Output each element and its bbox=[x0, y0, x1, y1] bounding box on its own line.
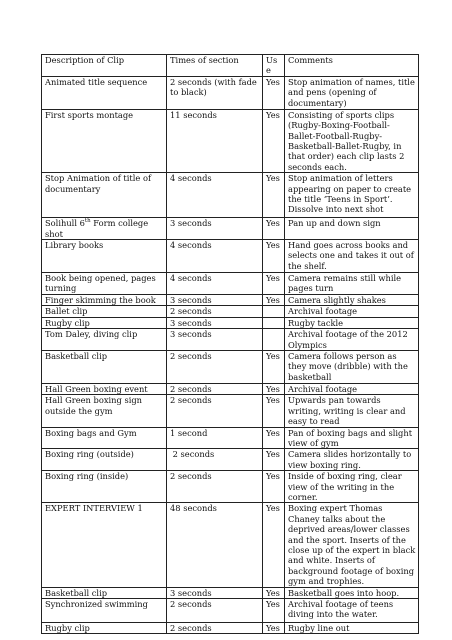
clip-use bbox=[263, 329, 285, 351]
clip-comments: Stop animation of letters appearing on paper to create the title ‘Teens in Sport’. Dissolve into next shot bbox=[285, 173, 419, 218]
clip-comments: Camera slides horizontally to view boxing ring. bbox=[285, 449, 419, 471]
clip-comments: Pan up and down sign bbox=[285, 218, 419, 240]
clip-description: First sports montage bbox=[42, 109, 167, 172]
clip-description: Boxing ring (inside) bbox=[42, 471, 167, 503]
clip-time: 2 seconds bbox=[167, 306, 263, 317]
clip-description: Basketball clip bbox=[42, 587, 167, 598]
clip-description: Animated title sequence bbox=[42, 76, 167, 109]
clip-description: Synchronized swimming bbox=[42, 599, 167, 623]
clip-description: EXPERT INTERVIEW 1 bbox=[42, 503, 167, 587]
clip-time: 2 seconds bbox=[167, 383, 263, 394]
clip-comments: Archival footage of teens diving into the water. bbox=[285, 599, 419, 623]
clip-description: Boxing bags and Gym bbox=[42, 427, 167, 449]
table-row bbox=[42, 599, 419, 623]
clip-comments: Stop animation of names, title and pens (opening of documentary) bbox=[285, 76, 419, 109]
clip-description-text: Solihull 6 bbox=[45, 218, 85, 229]
clip-description bbox=[42, 218, 167, 240]
table-row bbox=[42, 449, 419, 471]
clip-comments: Upwards pan towards writing, writing is clear and easy to read bbox=[285, 395, 419, 427]
table-header-row bbox=[42, 55, 419, 77]
table-row bbox=[42, 173, 419, 218]
clip-description: Rugby clip bbox=[42, 317, 167, 328]
clip-comments: Archival footage bbox=[285, 383, 419, 394]
clip-description: Ballet clip bbox=[42, 306, 167, 317]
clip-table bbox=[41, 54, 419, 634]
clip-time: 1 second bbox=[167, 427, 263, 449]
table-row bbox=[42, 76, 419, 109]
clip-time: 3 seconds bbox=[167, 329, 263, 351]
clip-comments: Basketball goes into hoop. bbox=[285, 587, 419, 598]
clip-time: 2 seconds bbox=[167, 599, 263, 623]
clip-time: 3 seconds bbox=[167, 317, 263, 328]
clip-comments: Inside of boxing ring, clear view of the writing in the corner. bbox=[285, 471, 419, 503]
clip-use: Yes bbox=[263, 240, 285, 273]
table-row bbox=[42, 109, 419, 172]
clip-use: Yes bbox=[263, 449, 285, 471]
clip-comments: Pan of boxing bags and slight view of gym bbox=[285, 427, 419, 449]
table-row bbox=[42, 623, 419, 634]
clip-time: 3 seconds bbox=[167, 218, 263, 240]
table-row bbox=[42, 350, 419, 383]
clip-use bbox=[263, 317, 285, 328]
clip-use: Yes bbox=[263, 587, 285, 598]
clip-comments: Rugby tackle bbox=[285, 317, 419, 328]
clip-use: Yes bbox=[263, 109, 285, 172]
clip-description: Hall Green boxing sign outside the gym bbox=[42, 395, 167, 427]
clip-use bbox=[263, 306, 285, 317]
clip-time: 4 seconds bbox=[167, 240, 263, 273]
clip-description: Stop Animation of title of documentary bbox=[42, 173, 167, 218]
clip-comments: Camera remains still while pages turn bbox=[285, 273, 419, 295]
table-row bbox=[42, 294, 419, 305]
clip-description: Finger skimming the book bbox=[42, 294, 167, 305]
clip-comments: Archival footage bbox=[285, 306, 419, 317]
clip-use: Yes bbox=[263, 395, 285, 427]
table-row bbox=[42, 317, 419, 328]
clip-comments: Camera slightly shakes bbox=[285, 294, 419, 305]
ordinal-suffix: th bbox=[84, 218, 91, 225]
clip-description: Basketball clip bbox=[42, 350, 167, 383]
clip-description: Rugby clip bbox=[42, 623, 167, 634]
clip-use: Yes bbox=[263, 623, 285, 634]
table-row bbox=[42, 240, 419, 273]
clip-time: 4 seconds bbox=[167, 273, 263, 295]
table-row bbox=[42, 503, 419, 587]
clip-time: 2 seconds (with fade to black) bbox=[167, 76, 263, 109]
clip-use: Yes bbox=[263, 427, 285, 449]
clip-comments: Rugby line out bbox=[285, 623, 419, 634]
table-row bbox=[42, 471, 419, 503]
clip-use: Yes bbox=[263, 218, 285, 240]
clip-time: 2 seconds bbox=[167, 395, 263, 427]
clip-description: Library books bbox=[42, 240, 167, 273]
clip-time: 2 seconds bbox=[167, 449, 263, 471]
clip-description: Hall Green boxing event bbox=[42, 383, 167, 394]
header-use: Use bbox=[263, 55, 285, 77]
clip-time: 48 seconds bbox=[167, 503, 263, 587]
header-comments: Comments bbox=[285, 55, 419, 77]
table-row bbox=[42, 395, 419, 427]
clip-time: 4 seconds bbox=[167, 173, 263, 218]
table-row bbox=[42, 587, 419, 598]
clip-use: Yes bbox=[263, 76, 285, 109]
table-row bbox=[42, 383, 419, 394]
clip-comments: Archival footage of the 2012 Olympics bbox=[285, 329, 419, 351]
table-row bbox=[42, 329, 419, 351]
clip-use: Yes bbox=[263, 471, 285, 503]
clip-use: Yes bbox=[263, 350, 285, 383]
clip-time: 3 seconds bbox=[167, 587, 263, 598]
table-row bbox=[42, 218, 419, 240]
clip-use: Yes bbox=[263, 503, 285, 587]
clip-comments: Boxing expert Thomas Chaney talks about the deprived areas/lower classes and the sport. Inserts of the close up of the expert in black and white. Inserts of background footage of boxing gym and trophies. bbox=[285, 503, 419, 587]
table-row bbox=[42, 273, 419, 295]
table-row bbox=[42, 306, 419, 317]
clip-time: 11 seconds bbox=[167, 109, 263, 172]
clip-use: Yes bbox=[263, 173, 285, 218]
clip-use: Yes bbox=[263, 383, 285, 394]
clip-time: 2 seconds bbox=[167, 350, 263, 383]
clip-use: Yes bbox=[263, 294, 285, 305]
clip-use: Yes bbox=[263, 273, 285, 295]
clip-comments: Hand goes across books and selects one and takes it out of the shelf. bbox=[285, 240, 419, 273]
clip-comments: Consisting of sports clips (Rugby-Boxing-Football-Ballet-Football-Rugby-Basketball-Ballet-Rugby, in that order) each clip lasts 2 seconds each. bbox=[285, 109, 419, 172]
header-times: Times of section bbox=[167, 55, 263, 77]
clip-comments: Camera follows person as they move (dribble) with the basketball bbox=[285, 350, 419, 383]
clip-use: Yes bbox=[263, 599, 285, 623]
clip-description: Book being opened, pages turning bbox=[42, 273, 167, 295]
clip-time: 3 seconds bbox=[167, 294, 263, 305]
header-description: Description of Clip bbox=[42, 55, 167, 77]
clip-description-text-end: Form college shot bbox=[45, 218, 149, 239]
clip-description: Tom Daley, diving clip bbox=[42, 329, 167, 351]
table-row bbox=[42, 427, 419, 449]
clip-description: Boxing ring (outside) bbox=[42, 449, 167, 471]
clip-time: 2 seconds bbox=[167, 623, 263, 634]
clip-time: 2 seconds bbox=[167, 471, 263, 503]
